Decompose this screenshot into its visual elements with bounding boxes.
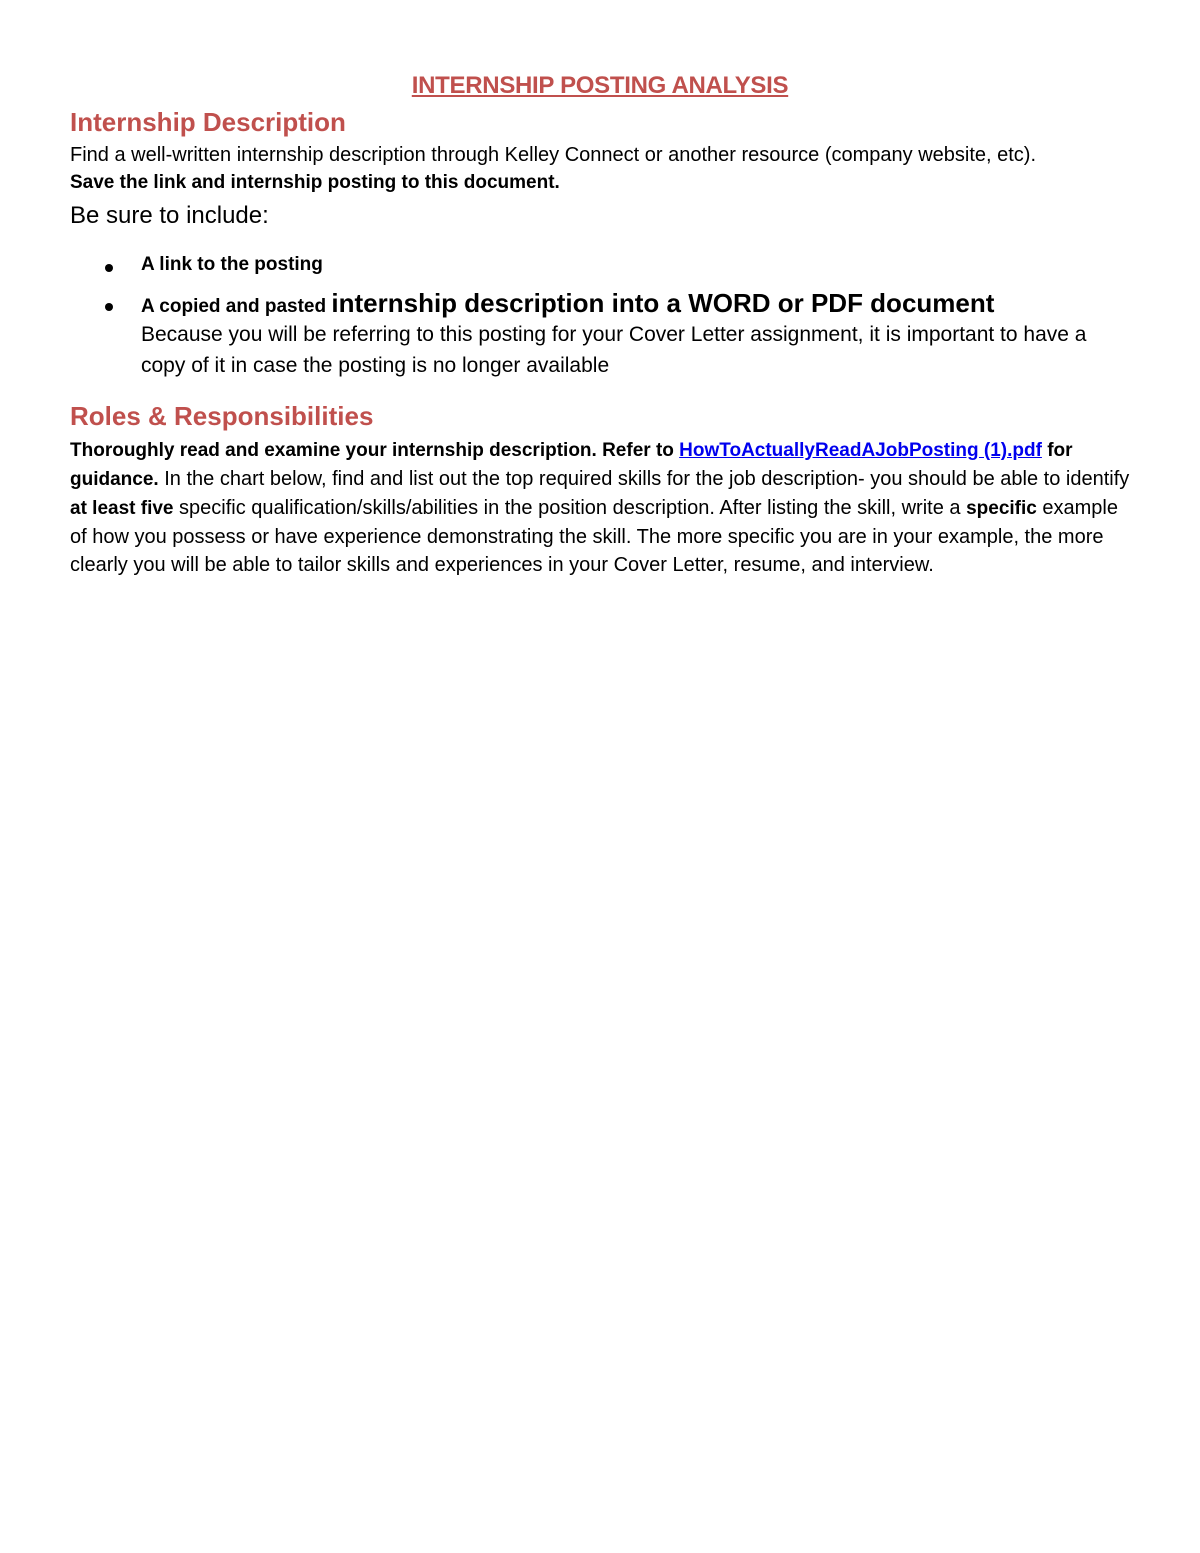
include-list — [70, 254, 1132, 381]
document-title: INTERNSHIP POSTING ANALYSIS — [411, 72, 789, 99]
list-item-note: Because you will be referring to this posting for your Cover Letter assignment, it is important to have a copy of it in case the posting is no longer available — [141, 323, 1087, 377]
list-item-text: A link to the posting — [141, 254, 323, 275]
list-item-text-large: internship description into a WORD or PDF document — [331, 288, 995, 318]
roles-text-1: In the chart below, find and list out the top required skills for the job description- you should be able to identify — [158, 468, 1130, 490]
bullet-icon — [105, 303, 113, 311]
section-heading-roles: Roles & Responsibilities — [70, 401, 374, 431]
instruction-find-description: Find a well-written internship description through Kelley Connect or another resource (company website, etc). — [70, 144, 1037, 166]
roles-text-2: specific qualification/skills/abilities in the position description. After listing the skill, write a — [173, 497, 967, 519]
section-heading-internship-description: Internship Description — [70, 107, 346, 137]
roles-bold-at-least-five: at least five — [70, 498, 174, 519]
list-item — [70, 288, 1132, 381]
roles-bold-specific: specific — [966, 498, 1037, 519]
roles-paragraph — [70, 436, 1130, 579]
instruction-save-link: Save the link and internship posting to this document. — [70, 172, 560, 193]
list-item — [70, 254, 1132, 288]
roles-text-3: example of how you possess or have experience demonstrating the skill. The more specific you are in your example, the more clearly you will be able to tailor skills and experiences in your Cover Letter, resume, and interview. — [70, 497, 1118, 576]
roles-bold-after-link: for guidance. — [70, 440, 1073, 490]
list-item-text-small: A copied and pasted — [141, 296, 332, 317]
job-posting-guide-link[interactable]: HowToActuallyReadAJobPosting (1).pdf — [679, 440, 1042, 461]
be-sure-label: Be sure to include: — [70, 202, 269, 229]
bullet-icon — [105, 264, 113, 272]
roles-bold-intro: Thoroughly read and examine your internship description. Refer to — [70, 440, 680, 461]
